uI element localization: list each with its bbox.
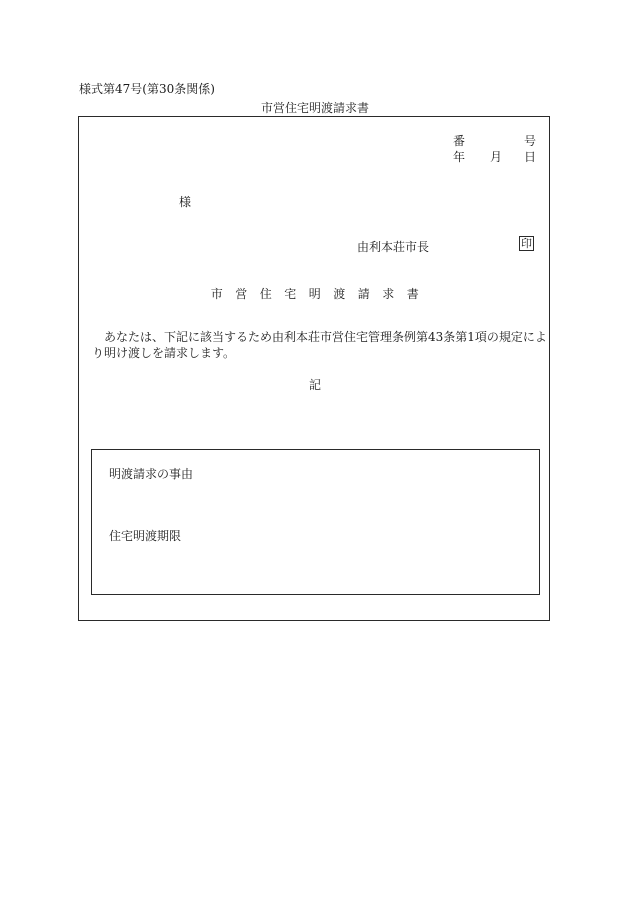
year-label: 年: [453, 150, 466, 164]
number-suffix: 号: [524, 134, 537, 148]
reason-label: 明渡請求の事由: [109, 467, 194, 481]
body-text: あなたは、下記に該当するため由利本荘市営住宅管理条例第43条第1項の規定により明け渡しを請求します。: [92, 330, 547, 360]
number-label: 番: [453, 134, 466, 148]
month-label: 月: [490, 150, 503, 164]
document-title: 市営住宅明渡請求書: [260, 101, 369, 115]
seal-box: 印: [521, 237, 532, 250]
issuer-name: 由利本荘市長: [357, 240, 430, 254]
period-label: 住宅明渡期限: [109, 529, 182, 543]
ki-mark: 記: [308, 378, 321, 392]
addressee-honorific: 様: [179, 195, 192, 209]
day-label: 日: [524, 150, 537, 164]
form-number: 様式第47号(第30条関係): [79, 82, 215, 96]
form-heading: 市営住宅明渡請求書: [210, 287, 432, 301]
